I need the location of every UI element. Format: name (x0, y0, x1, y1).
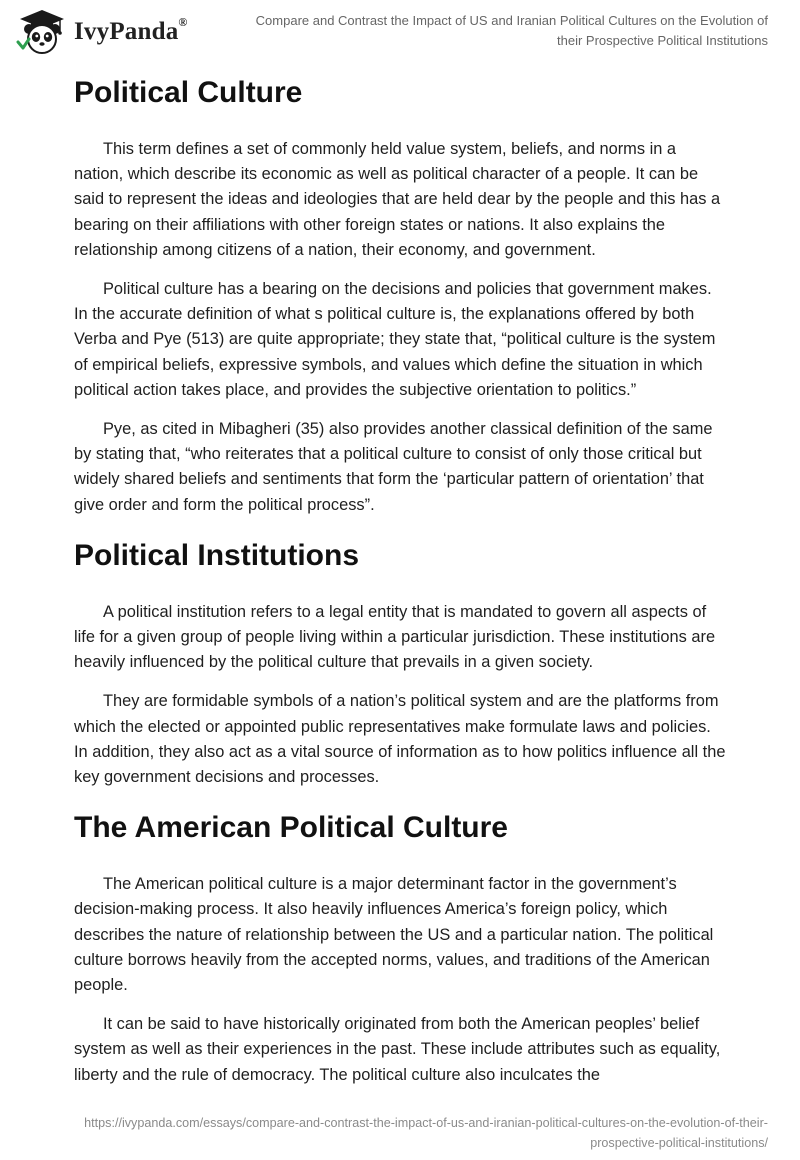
brand-name: IvyPanda® (74, 14, 188, 45)
paragraph: This term defines a set of commonly held value system, beliefs, and norms in a nation, which describe its economic as well as political character of a people. It can be said to represent the ideas and ideologies that are held dear by the people and this has a bearing on their affiliations with other foreign states or nations. It also explains the relationship among citizens of a nation, their economy, and government. (74, 140, 721, 259)
paragraph: Political culture has a bearing on the decisions and policies that government makes. In the accurate definition of what s political culture is, the explanations offered by both Verba and Pye (513) are quite appropriate; they state that, “political culture is the system of empirical beliefs, expressive symbols, and values which define the situation in which political action takes place, and provides the subjective orientation to politics.” (74, 280, 716, 399)
trademark-symbol: ® (178, 14, 188, 29)
paragraph: A political institution refers to a legal entity that is mandated to govern all aspects of life for a given group of people living within a particular jurisdiction. These institutions are heavily influenced by the political culture that prevails in a given society. (74, 602, 716, 672)
paragraph: They are formidable symbols of a nation’s political system and are the platforms from which the elected or appointed public representatives make formulate laws and policies. In addition, they also act as a vital source of information as to how politics influence all the key government decisions and processes. (74, 692, 726, 787)
paragraph: It can be said to have historically originated from both the American peoples’ belief system as well as their experiences in the past. These include attributes such as equality, liberty and the rule of democracy. The political culture also inculcates the (74, 1015, 721, 1084)
section-heading-political-institutions: Political Institutions (74, 538, 360, 572)
document-title: Compare and Contrast the Impact of US and Iranian Political Cultures on the Evolution of their Prospective Political Institutions (255, 13, 768, 48)
source-url-link[interactable]: https://ivypanda.com/essays/compare-and-contrast-the-impact-of-us-and-iranian-political-cultures-on-the-evolution-of-their-prospective-political-institutions/ (84, 1116, 768, 1150)
paragraph: Pye, as cited in Mibagheri (35) also provides another classical definition of the same by stating that, “who reiterates that a political culture to consist of only those critical but widely shared beliefs and sentiments that form the ‘particular pattern of orientation’ that give order and form the political process”. (74, 420, 713, 514)
paragraph: The American political culture is a major determinant factor in the government’s decision-making process. It also heavily influences America’s foreign policy, which describes the nature of relationship between the US and a particular nation. The political culture borrows heavily from the accepted norms, values, and traditions of the American people. (74, 875, 714, 995)
site-logo[interactable] (16, 8, 188, 56)
essay-body (74, 68, 726, 1102)
panda-graduate-icon (16, 8, 68, 56)
section-heading-political-culture: Political Culture (74, 76, 303, 109)
section-heading-american-political-culture: The American Political Culture (74, 811, 508, 845)
